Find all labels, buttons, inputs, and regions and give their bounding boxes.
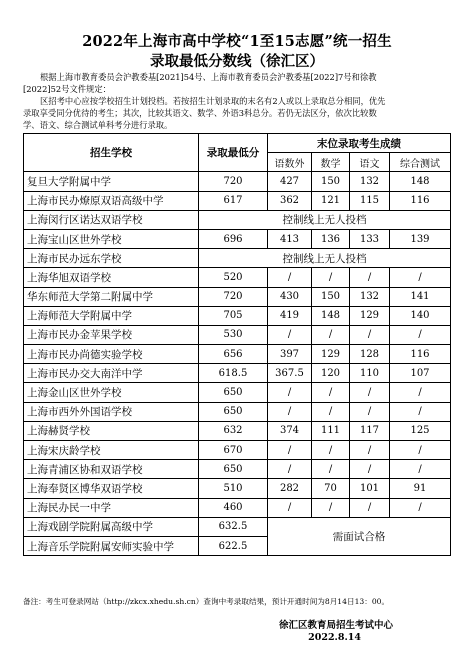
table-row (24, 191, 451, 210)
table-header-row (24, 134, 451, 153)
table-row (24, 172, 451, 191)
score-cell: / (390, 325, 451, 344)
min-score-cell: 670 (199, 441, 268, 460)
min-score-cell: 720 (199, 287, 268, 306)
score-cell: 150 (312, 287, 350, 306)
score-table (23, 133, 451, 556)
page-subtitle: 录取最低分数线（徐汇区） (150, 53, 324, 70)
table-row (24, 345, 451, 364)
score-cell: 70 (312, 479, 350, 498)
school-name-cell: 上海奉贤区博华双语学校 (24, 479, 199, 498)
table-row (24, 421, 451, 440)
score-cell: 141 (390, 287, 451, 306)
score-cell: 133 (350, 229, 390, 248)
score-cell: 110 (350, 364, 390, 383)
table-row (24, 364, 451, 383)
table-row (24, 325, 451, 344)
score-cell: / (268, 268, 312, 287)
score-cell: 116 (390, 345, 451, 364)
score-cell: 128 (350, 345, 390, 364)
no-admission-note: 控制线上无人投档 (199, 249, 451, 268)
score-cell: / (390, 460, 451, 479)
score-cell: 132 (350, 287, 390, 306)
score-cell: / (268, 402, 312, 421)
min-score-cell: 720 (199, 172, 268, 191)
school-name-cell: 上海闵行区诺达双语学校 (24, 210, 199, 229)
school-name-cell: 上海音乐学院附属安师实验中学 (24, 536, 199, 555)
table-row (24, 460, 451, 479)
score-cell: / (350, 383, 390, 402)
score-cell: 362 (268, 191, 312, 210)
min-score-cell: 705 (199, 306, 268, 325)
min-score-cell: 650 (199, 402, 268, 421)
score-cell: 148 (312, 306, 350, 325)
score-cell: / (268, 325, 312, 344)
score-cell: / (350, 325, 390, 344)
school-name-cell: 上海市民办尚德实验学校 (24, 345, 199, 364)
school-name-cell: 上海市西外外国语学校 (24, 402, 199, 421)
school-name-cell: 上海市民办燎原双语高级中学 (24, 191, 199, 210)
score-cell: 397 (268, 345, 312, 364)
school-name-cell: 上海宋庆龄学校 (24, 441, 199, 460)
score-cell: 107 (390, 364, 451, 383)
score-cell: 140 (390, 306, 451, 325)
school-name-cell: 复旦大学附属中学 (24, 172, 199, 191)
score-cell: 120 (312, 364, 350, 383)
table-row (24, 441, 451, 460)
score-cell: 148 (390, 172, 451, 191)
score-cell: 129 (312, 345, 350, 364)
school-name-cell: 上海民办民一中学 (24, 498, 199, 517)
min-score-cell: 622.5 (199, 536, 268, 555)
school-name-cell: 上海金山区世外学校 (24, 383, 199, 402)
footnote: 备注：考生可登录网站（http://zkcx.xhedu.sh.cn）查询中考录取结果，预计开通时间为8月14日13：00。 (23, 597, 390, 606)
score-cell: / (390, 441, 451, 460)
score-cell: 132 (350, 172, 390, 191)
score-cell: / (268, 441, 312, 460)
min-score-cell: 460 (199, 498, 268, 517)
min-score-cell: 520 (199, 268, 268, 287)
table-row (24, 210, 451, 229)
min-score-cell: 632.5 (199, 517, 268, 536)
audition-note: 需面试合格 (268, 517, 451, 555)
score-cell: / (350, 268, 390, 287)
table-row (24, 249, 451, 268)
table-row (24, 229, 451, 248)
subject-header: 数学 (312, 153, 350, 172)
score-cell: 101 (350, 479, 390, 498)
score-cell: 374 (268, 421, 312, 440)
score-cell: 139 (390, 229, 451, 248)
score-cell: / (312, 498, 350, 517)
score-cell: / (350, 441, 390, 460)
score-cell: / (312, 268, 350, 287)
score-cell: 419 (268, 306, 312, 325)
score-cell: / (268, 383, 312, 402)
score-cell: / (312, 402, 350, 421)
score-cell: / (350, 402, 390, 421)
table-row (24, 287, 451, 306)
min-score-cell: 530 (199, 325, 268, 344)
intro-line: 学、语文、综合测试单科考分进行录取。 (23, 120, 173, 130)
score-cell: 117 (350, 421, 390, 440)
score-cell: 427 (268, 172, 312, 191)
intro-line: 区招考中心应按学校招生计划投档。若按招生计划录取的末名有2人或以上录取总分相同，优先 (40, 96, 386, 106)
intro-line: 根据上海市教育委员会沪教委基[2021]54号、上海市教育委员会沪教委基[2022]7号和徐教 (40, 72, 377, 82)
min-score-cell: 656 (199, 345, 268, 364)
school-name-cell: 上海宝山区世外学校 (24, 229, 199, 248)
min-score-column-header: 录取最低分 (199, 134, 268, 172)
school-name-cell: 上海市民办交大南洋中学 (24, 364, 199, 383)
score-cell: / (268, 498, 312, 517)
subject-header: 语数外 (268, 153, 312, 172)
min-score-cell: 650 (199, 460, 268, 479)
table-row (24, 498, 451, 517)
score-cell: 150 (312, 172, 350, 191)
table-row (24, 306, 451, 325)
school-name-cell: 上海市民办远东学校 (24, 249, 199, 268)
page-title: 2022年上海市高中学校“1至15志愿”统一招生 (82, 33, 392, 50)
score-cell: 136 (312, 229, 350, 248)
score-cell: 282 (268, 479, 312, 498)
score-cell: / (268, 460, 312, 479)
score-cell: 116 (390, 191, 451, 210)
score-cell: 129 (350, 306, 390, 325)
score-cell: / (390, 402, 451, 421)
no-admission-note: 控制线上无人投档 (199, 210, 451, 229)
min-score-cell: 618.5 (199, 364, 268, 383)
score-cell: / (350, 460, 390, 479)
issue-date: 2022.8.14 (308, 632, 361, 643)
score-cell: 430 (268, 287, 312, 306)
min-score-cell: 696 (199, 229, 268, 248)
score-cell: / (390, 383, 451, 402)
table-row (24, 402, 451, 421)
score-cell: / (312, 383, 350, 402)
score-cell: / (390, 498, 451, 517)
school-column-header: 招生学校 (24, 134, 199, 172)
table-row (24, 268, 451, 287)
table-row (24, 383, 451, 402)
score-cell: 111 (312, 421, 350, 440)
score-cell: / (312, 325, 350, 344)
school-name-cell: 上海戏剧学院附属高级中学 (24, 517, 199, 536)
score-cell: / (350, 498, 390, 517)
score-cell: / (390, 268, 451, 287)
score-cell: 413 (268, 229, 312, 248)
score-cell: / (312, 460, 350, 479)
score-cell: 91 (390, 479, 451, 498)
subject-header: 综合测试 (390, 153, 451, 172)
table-row (24, 479, 451, 498)
subject-header: 语文 (350, 153, 390, 172)
intro-line: [2022]52号文件规定： (23, 84, 111, 94)
issuer: 徐汇区教育局招生考试中心 (278, 620, 393, 631)
last-candidate-header: 末位录取考生成绩 (268, 134, 451, 153)
min-score-cell: 617 (199, 191, 268, 210)
school-name-cell: 上海赫贤学校 (24, 421, 199, 440)
score-cell: 115 (350, 191, 390, 210)
score-cell: 367.5 (268, 364, 312, 383)
min-score-cell: 650 (199, 383, 268, 402)
school-name-cell: 上海华旭双语学校 (24, 268, 199, 287)
school-name-cell: 上海市民办金苹果学校 (24, 325, 199, 344)
min-score-cell: 510 (199, 479, 268, 498)
score-cell: 121 (312, 191, 350, 210)
school-name-cell: 上海青浦区协和双语学校 (24, 460, 199, 479)
min-score-cell: 632 (199, 421, 268, 440)
score-cell: / (312, 441, 350, 460)
school-name-cell: 华东师范大学第二附属中学 (24, 287, 199, 306)
intro-line: 录取享受同分优待的考生；其次，比较其语文、数学、外语3科总分。若仍无法区分，依次比较数 (23, 108, 377, 118)
table-row (24, 517, 451, 536)
school-name-cell: 上海师范大学附属中学 (24, 306, 199, 325)
score-cell: 125 (390, 421, 451, 440)
